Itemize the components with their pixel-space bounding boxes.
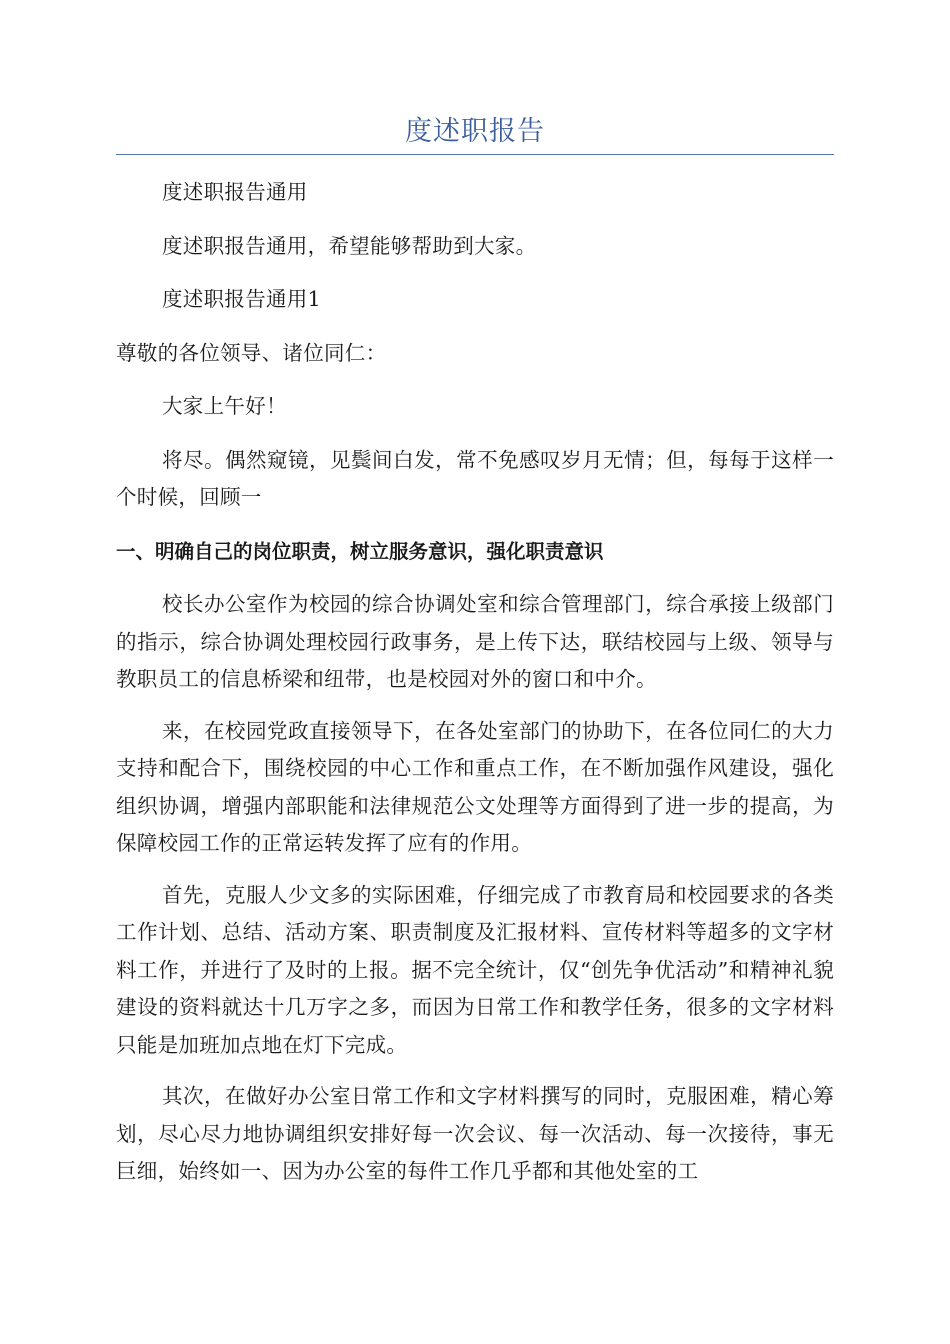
greeting: 大家上午好！ xyxy=(162,394,287,418)
paragraph: 度述职报告通用 xyxy=(162,180,308,204)
section-heading: 一、明确自己的岗位职责，树立服务意识，强化职责意识 xyxy=(116,539,604,563)
title-underline xyxy=(116,154,834,155)
paragraph: 其次，在做好办公室日常工作和文字材料撰写的同时，克服困难，精心筹划，尽心尽力地协调组织安排好每一次会议、每一次活动、每一次接待，事无巨细，始终如一、因为办公室的每件工作几乎都和其他处室的工 xyxy=(116,1084,834,1183)
paragraph: 度述职报告通用1 xyxy=(162,287,321,311)
salutation: 尊敬的各位领导、诸位同仁： xyxy=(116,340,387,365)
paragraph: 校长办公室作为校园的综合协调处室和综合管理部门，综合承接上级部门的指示，综合协调处理校园行政事务，是上传下达，联结校园与上级、领导与教职员工的信息桥梁和纽带，也是校园对外的窗口和中介。 xyxy=(116,592,834,691)
paragraph: 首先，克服人少文多的实际困难，仔细完成了市教育局和校园要求的各类工作计划、总结、活动方案、职责制度及汇报材料、宣传材料等超多的文字材料工作，并进行了及时的上报。据不完全统计，仅“创先争优活动”和精神礼貌建设的资料就达十几万字之多，而因为日常工作和教学任务，很多的文字材料只能是加班加点地在灯下完成。 xyxy=(116,882,834,1057)
document-body xyxy=(116,174,834,1191)
paragraph: 度述职报告通用，希望能够帮助到大家。 xyxy=(162,233,537,258)
paragraph: 来，在校园党政直接领导下，在各处室部门的协助下，在各位同仁的大力支持和配合下，围绕校园的中心工作和重点工作，在不断加强作风建设，强化组织协调，增强内部职能和法律规范公文处理等方面得到了进一步的提高，为保障校园工作的正常运转发挥了应有的作用。 xyxy=(116,718,834,855)
paragraph: 将尽。偶然窥镜，见鬓间白发，常不免感叹岁月无情；但，每每于这样一个时候，回顾一 xyxy=(116,447,834,509)
document-title: 度述职报告 xyxy=(405,116,545,147)
